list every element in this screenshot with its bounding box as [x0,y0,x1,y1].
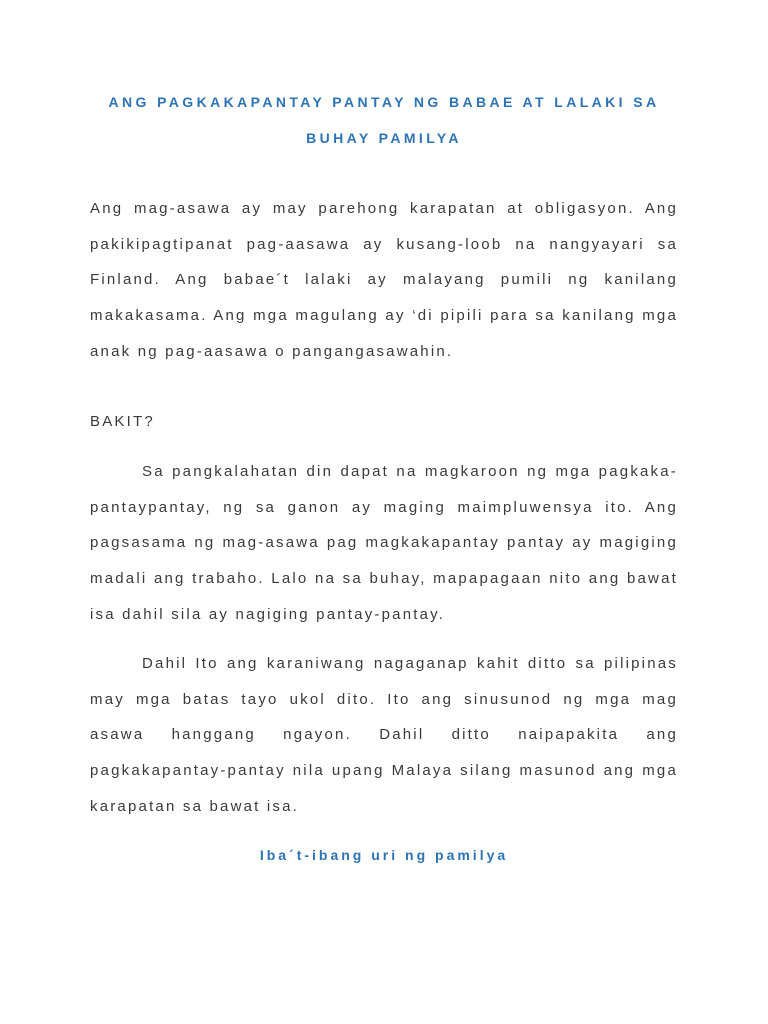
paragraph-dahil: Dahil Ito ang karaniwang nagaganap kahit ditto sa pilipinas may mga batas tayo ukol dito. Ito ang sinusunod ng mga mag asawa hanggang ngayon. Dahil ditto naipapakita ang pagkakapantay-pantay nila upang Malaya silang masunod ang mga karapatan sa bawat isa. [90,655,678,815]
subheading-iba-ibang-uri: Iba´t-ibang uri ng pamilya [259,847,509,863]
document-title-line-2: BUHAY PAMILYA [306,130,462,146]
paragraph-intro: Ang mag-asawa ay may parehong karapatan at obligasyon. Ang pakikipagtipanat pag-aasawa ay kusang-loob na nangyayari sa Finland. Ang babae´t lalaki ay malayang pumili ng kanilang makakasama. Ang mga magulang ay ‘di pipili para sa kanilang mga anak ng pag-aasawa o pangangasawahin. [90,200,678,360]
section-label-bakit: BAKIT? [90,413,155,430]
paragraph-pangkalahatan: Sa pangkalahatan din dapat na magkaroon ng mga pagkaka-pantaypantay, ng sa ganon ay maging maimpluwensya ito. Ang pagsasama ng mag-asawa pag magkakapantay pantay ay magiging madali ang trabaho. Lalo na sa buhay, mapapagaan nito ang bawat isa dahil sila ay nagiging pantay-pantay. [90,463,678,623]
document-title-line-1: ANG PAGKAKAPANTAY PANTAY NG BABAE AT LALAKI SA [108,94,660,110]
